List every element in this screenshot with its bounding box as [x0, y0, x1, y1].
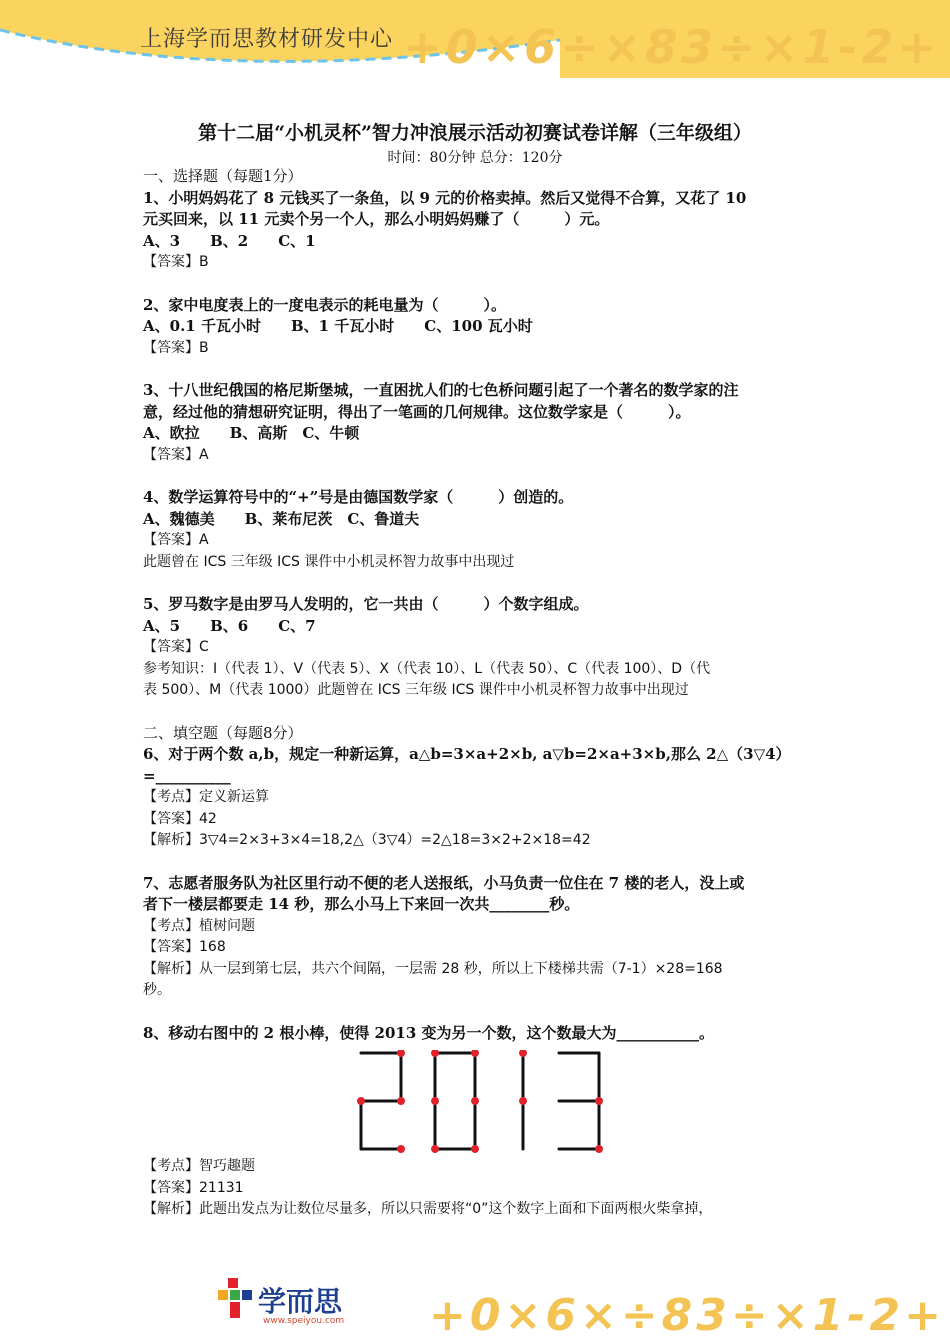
question-8-analysis: 【解析】此题出发点为让数位尽量多，所以只需要将“0”这个数字上面和下面两根火柴拿掉， — [143, 1201, 713, 1217]
question-1-answer: 【答案】B — [143, 254, 209, 270]
question-5-reference-2: 表 500）、M（代表 1000）此题曾在 ICS 三年级 ICS 课件中小机灵杯智力故事中出现过 — [143, 682, 689, 698]
header-title: 上海学而思教材研发中心 — [140, 27, 394, 52]
question-7-point: 【考点】植树问题 — [143, 917, 255, 934]
question-2-options: A、0.1 千瓦小时 B、1 千瓦小时 C、100 瓦小时 — [143, 317, 533, 335]
question-6-answer: 【答案】42 — [143, 810, 217, 827]
question-8-answer: 【答案】21131 — [143, 1179, 244, 1196]
section-heading: 一、选择题（每题1分） — [143, 167, 303, 185]
question-5-reference-1: 参考知识：Ⅰ（代表 1）、Ⅴ（代表 5）、Ⅹ（代表 10）、L（代表 50）、C（代表 100）、D（代 — [143, 660, 711, 677]
question-7-analysis-1: 【解析】从一层到第七层，共六个间隔，一层需 28 秒，所以上下楼梯共需（7-1）×28=168 — [143, 960, 723, 977]
math-symbols-decoration: +0×6÷×83÷×1-2+ — [403, 20, 940, 74]
question-3-line-1: 3、十八世纪俄国的格尼斯堡城，一直困扰人们的七色桥问题引起了一个著名的数学家的注 — [143, 381, 739, 399]
question-7-line-2: 者下一楼层都要走 14 秒，那么小马上下来回一次共________秒。 — [143, 895, 580, 913]
page-subtitle: 时间：80分钟 总分：120分 — [387, 150, 563, 166]
question-2-answer: 【答案】B — [143, 339, 209, 356]
question-5-answer: 【答案】C — [143, 639, 209, 655]
math-symbols-decoration: +0×6×÷83÷×1-2+ — [428, 1290, 945, 1341]
xueersi-logo-icon — [218, 1278, 258, 1324]
question-4-line-1: 4、数学运算符号中的“+”号是由德国数学家（ ）创造的。 — [143, 488, 574, 506]
question-7-analysis-2: 秒。 — [143, 982, 171, 998]
matchstick-figure-2013 — [349, 1050, 609, 1154]
question-4-answer: 【答案】A — [143, 532, 209, 548]
question-7-answer: 【答案】168 — [143, 939, 226, 955]
document-body — [143, 166, 811, 1221]
question-7-line-1: 7、志愿者服务队为社区里行动不便的老人送报纸，小马负责一位住在 7 楼的老人，没上或 — [143, 873, 745, 892]
question-2-line-1: 2、家中电度表上的一度电表示的耗电量为（ ）。 — [143, 295, 506, 314]
question-8-point: 【考点】智巧趣题 — [143, 1158, 255, 1174]
question-1-options: A、3 B、2 C、1 — [143, 231, 316, 250]
question-8-line-1: 8、移动右图中的 2 根小棒，使得 2013 变为另一个数，这个数最大为___________。 — [143, 1023, 715, 1042]
question-6-analysis: 【解析】3▽4=2×3+3×4=18,2△（3▽4）=2△18=3×2+2×18=42 — [143, 832, 591, 848]
question-4-options: A、魏德美 B、莱布尼茨 C、鲁道夫 — [143, 509, 420, 528]
footer-logo-text: 学而思 — [258, 1285, 343, 1318]
section-heading: 二、填空题（每题8分） — [143, 723, 303, 742]
question-6-line-1: 6、对于两个数 a,b，规定一种新运算，a△b=3×a+2×b, a▽b=2×a+3×b,那么 2△（3▽4） — [143, 745, 791, 763]
footer-logo-url: www.speiyou.com — [263, 1316, 345, 1326]
page-title: 第十二届“小机灵杯”智力冲浪展示活动初赛试卷详解（三年级组） — [198, 122, 752, 144]
question-3-options: A、欧拉 B、高斯 C、牛顿 — [143, 424, 360, 442]
question-3-line-2: 意，经过他的猜想研究证明，得出了一笔画的几何规律。这位数学家是（ ）。 — [143, 402, 691, 421]
question-5-options: A、5 B、6 C、7 — [143, 616, 316, 635]
question-1-line-2: 元买回来，以 11 元卖个另一个人，那么小明妈妈赚了（ ）元。 — [143, 210, 610, 228]
question-5-line-1: 5、罗马数字是由罗马人发明的，它一共由（ ）个数字组成。 — [143, 595, 589, 613]
question-4-note: 此题曾在 ICS 三年级 ICS 课件中小机灵杯智力故事中出现过 — [143, 553, 515, 570]
question-6-line-2: =__________ — [143, 766, 231, 785]
question-1-line-1: 1、小明妈妈花了 8 元钱买了一条鱼，以 9 元的价格卖掉。然后又觉得不合算，又花了 10 — [143, 188, 747, 207]
question-3-answer: 【答案】A — [143, 446, 209, 463]
question-6-point: 【考点】定义新运算 — [143, 789, 269, 805]
